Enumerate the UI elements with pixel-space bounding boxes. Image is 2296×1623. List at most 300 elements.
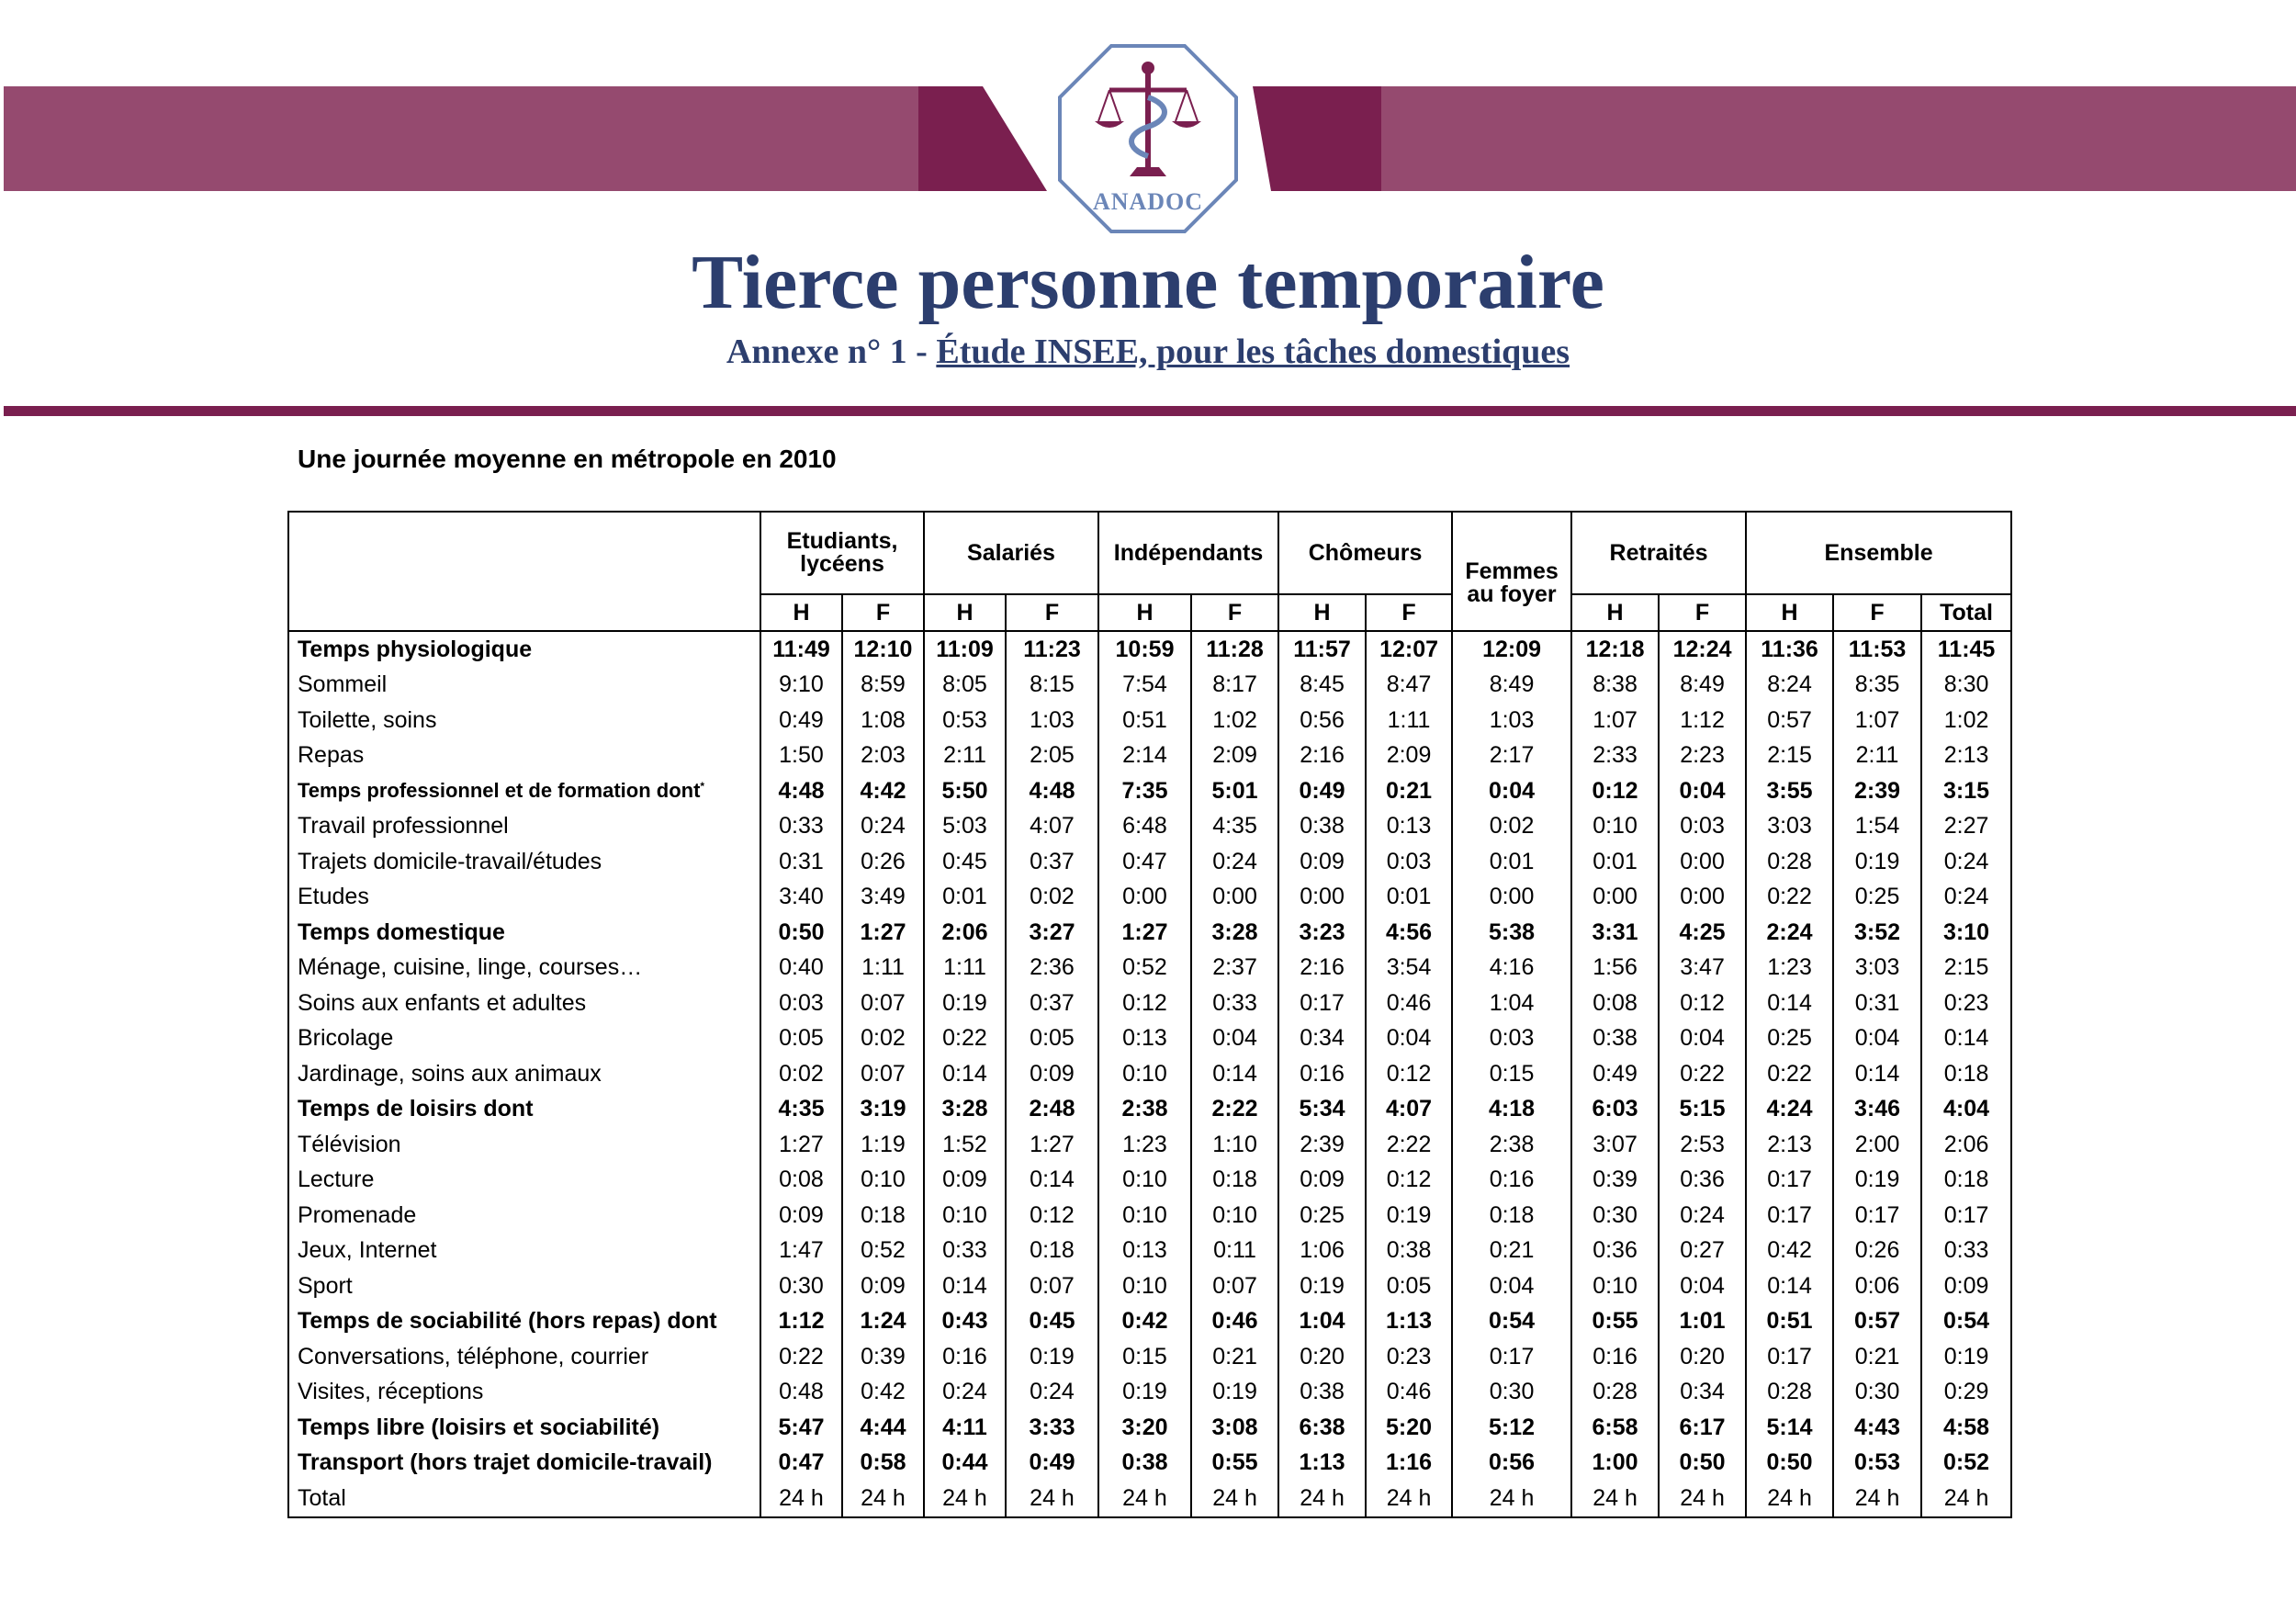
table-cell: 0:02 — [1006, 880, 1098, 916]
table-cell: 3:46 — [1833, 1092, 1921, 1128]
table-cell: 0:04 — [1659, 1268, 1746, 1304]
table-cell: 0:10 — [1571, 1268, 1659, 1304]
table-cell: 0:49 — [760, 703, 842, 738]
table-cell: 0:01 — [1571, 844, 1659, 880]
table-cell: 2:00 — [1833, 1127, 1921, 1163]
table-row — [288, 1339, 2011, 1375]
table-cell: 8:47 — [1366, 668, 1452, 704]
table-cell: 0:15 — [1452, 1056, 1571, 1092]
row-label: Temps de sociabilité (hors repas) dont — [288, 1304, 760, 1340]
table-row — [288, 1127, 2011, 1163]
table-cell: 12:09 — [1452, 631, 1571, 668]
table-cell: 0:10 — [1571, 809, 1659, 845]
table-cell: 0:22 — [1746, 1056, 1833, 1092]
row-label: Soins aux enfants et adultes — [288, 986, 760, 1021]
table-cell: 0:02 — [760, 1056, 842, 1092]
col-sub-header: F — [1191, 594, 1278, 631]
table-cell: 11:23 — [1006, 631, 1098, 668]
table-cell: 0:42 — [842, 1375, 924, 1411]
table-row — [288, 1163, 2011, 1199]
table-cell: 11:57 — [1278, 631, 1366, 668]
table-row — [288, 668, 2011, 704]
table-cell: 24 h — [1098, 1481, 1191, 1517]
table-cell: 0:19 — [1833, 844, 1921, 880]
time-use-table — [287, 511, 2012, 1518]
table-cell: 0:24 — [1659, 1198, 1746, 1234]
table-cell: 2:06 — [924, 915, 1006, 951]
table-cell: 12:18 — [1571, 631, 1659, 668]
table-cell: 0:22 — [760, 1339, 842, 1375]
table-cell: 5:14 — [1746, 1410, 1833, 1446]
table-cell: 24 h — [760, 1481, 842, 1517]
table-cell: 2:06 — [1921, 1127, 2011, 1163]
row-label: Temps professionnel et de formation dont* — [288, 773, 760, 809]
table-cell: 0:13 — [1098, 1234, 1191, 1269]
table-cell: 0:10 — [1191, 1198, 1278, 1234]
table-cell: 1:23 — [1098, 1127, 1191, 1163]
table-cell: 24 h — [1833, 1481, 1921, 1517]
table-cell: 4:48 — [1006, 773, 1098, 809]
table-cell: 0:37 — [1006, 986, 1098, 1021]
table-cell: 2:16 — [1278, 951, 1366, 986]
table-cell: 4:07 — [1006, 809, 1098, 845]
table-cell: 2:38 — [1098, 1092, 1191, 1128]
table-cell: 0:38 — [1366, 1234, 1452, 1269]
table-cell: 1:23 — [1746, 951, 1833, 986]
table-cell: 0:04 — [1659, 773, 1746, 809]
header-banner-right — [1322, 86, 2296, 191]
table-cell: 2:22 — [1191, 1092, 1278, 1128]
table-cell: 24 h — [1659, 1481, 1746, 1517]
table-cell: 3:33 — [1006, 1410, 1098, 1446]
table-cell: 0:45 — [1006, 1304, 1098, 1340]
col-sub-header: F — [1833, 594, 1921, 631]
table-cell: 0:51 — [1746, 1304, 1833, 1340]
table-cell: 4:48 — [760, 773, 842, 809]
table-cell: 0:14 — [1191, 1056, 1278, 1092]
table-cell: 0:22 — [924, 1021, 1006, 1057]
table-cell: 0:19 — [924, 986, 1006, 1021]
table-cell: 2:14 — [1098, 738, 1191, 774]
table-cell: 8:45 — [1278, 668, 1366, 704]
table-cell: 1:03 — [1452, 703, 1571, 738]
header-divider — [4, 406, 2296, 416]
table-cell: 0:56 — [1278, 703, 1366, 738]
table-cell: 0:38 — [1571, 1021, 1659, 1057]
table-cell: 1:12 — [1659, 703, 1746, 738]
table-cell: 0:50 — [760, 915, 842, 951]
logo-text: ANADOC — [1092, 188, 1204, 215]
table-cell: 8:38 — [1571, 668, 1659, 704]
table-cell: 3:49 — [842, 880, 924, 916]
table-row — [288, 915, 2011, 951]
table-cell: 0:22 — [1746, 880, 1833, 916]
table-cell: 0:18 — [1452, 1198, 1571, 1234]
col-group-femmes-au-foyer: Femmes au foyer — [1452, 512, 1571, 631]
subtitle-prefix: Annexe n° 1 - — [726, 332, 937, 371]
insee-study-link[interactable]: Étude INSEE, pour les tâches domestiques — [936, 332, 1570, 371]
table-cell: 0:00 — [1659, 844, 1746, 880]
table-cell: 1:27 — [1006, 1127, 1098, 1163]
table-cell: 0:10 — [1098, 1268, 1191, 1304]
table-cell: 0:19 — [1921, 1339, 2011, 1375]
table-cell: 0:55 — [1571, 1304, 1659, 1340]
table-cell: 3:08 — [1191, 1410, 1278, 1446]
table-cell: 3:07 — [1571, 1127, 1659, 1163]
col-sub-header: H — [1098, 594, 1191, 631]
table-cell: 1:27 — [842, 915, 924, 951]
table-cell: 0:43 — [924, 1304, 1006, 1340]
table-cell: 8:49 — [1659, 668, 1746, 704]
table-cell: 0:34 — [1659, 1375, 1746, 1411]
table-cell: 3:47 — [1659, 951, 1746, 986]
row-label: Toilette, soins — [288, 703, 760, 738]
table-cell: 0:33 — [1921, 1234, 2011, 1269]
table-cell: 0:09 — [760, 1198, 842, 1234]
table-cell: 0:07 — [1006, 1268, 1098, 1304]
table-cell: 0:02 — [842, 1021, 924, 1057]
table-cell: 11:49 — [760, 631, 842, 668]
table-cell: 0:53 — [1833, 1446, 1921, 1482]
table-cell: 0:10 — [924, 1198, 1006, 1234]
table-cell: 0:04 — [1833, 1021, 1921, 1057]
table-cell: 8:59 — [842, 668, 924, 704]
table-cell: 5:20 — [1366, 1410, 1452, 1446]
table-cell: 24 h — [1278, 1481, 1366, 1517]
table-cell: 0:15 — [1098, 1339, 1191, 1375]
table-cell: 0:56 — [1452, 1446, 1571, 1482]
table-cell: 0:10 — [1098, 1163, 1191, 1199]
table-cell: 0:04 — [1659, 1021, 1746, 1057]
table-cell: 4:25 — [1659, 915, 1746, 951]
table-cell: 0:49 — [1006, 1446, 1098, 1482]
table-cell: 3:27 — [1006, 915, 1098, 951]
table-cell: 12:07 — [1366, 631, 1452, 668]
table-row — [288, 738, 2011, 774]
table-cell: 1:07 — [1833, 703, 1921, 738]
row-label: Trajets domicile-travail/études — [288, 844, 760, 880]
table-cell: 3:19 — [842, 1092, 924, 1128]
table-cell: 0:31 — [1833, 986, 1921, 1021]
table-cell: 4:42 — [842, 773, 924, 809]
table-cell: 8:35 — [1833, 668, 1921, 704]
col-sub-header: F — [842, 594, 924, 631]
table-cell: 0:00 — [1191, 880, 1278, 916]
table-cell: 0:19 — [1278, 1268, 1366, 1304]
col-sub-header: H — [924, 594, 1006, 631]
table-cell: 4:35 — [1191, 809, 1278, 845]
table-cell: 0:14 — [1746, 986, 1833, 1021]
col-group-chomeurs: Chômeurs — [1278, 512, 1452, 594]
table-cell: 1:24 — [842, 1304, 924, 1340]
table-cell: 2:38 — [1452, 1127, 1571, 1163]
table-cell: 0:39 — [1571, 1163, 1659, 1199]
table-cell: 4:58 — [1921, 1410, 2011, 1446]
table-cell: 0:29 — [1921, 1375, 2011, 1411]
table-cell: 2:33 — [1571, 738, 1659, 774]
table-cell: 0:14 — [1833, 1056, 1921, 1092]
table-cell: 24 h — [1746, 1481, 1833, 1517]
table-cell: 1:08 — [842, 703, 924, 738]
table-cell: 7:35 — [1098, 773, 1191, 809]
table-cell: 5:50 — [924, 773, 1006, 809]
table-cell: 0:14 — [1006, 1163, 1098, 1199]
table-cell: 6:58 — [1571, 1410, 1659, 1446]
table-cell: 0:17 — [1452, 1339, 1571, 1375]
table-cell: 0:17 — [1278, 986, 1366, 1021]
table-cell: 8:49 — [1452, 668, 1571, 704]
page-title: Tierce personne temporaire — [692, 240, 1604, 325]
table-cell: 0:25 — [1746, 1021, 1833, 1057]
table-cell: 0:19 — [1833, 1163, 1921, 1199]
table-cell: 0:57 — [1833, 1304, 1921, 1340]
table-cell: 4:11 — [924, 1410, 1006, 1446]
table-cell: 2:27 — [1921, 809, 2011, 845]
row-label: Visites, réceptions — [288, 1375, 760, 1411]
table-cell: 0:05 — [1366, 1268, 1452, 1304]
table-cell: 0:09 — [1278, 844, 1366, 880]
table-cell: 0:12 — [1659, 986, 1746, 1021]
table-cell: 0:12 — [1571, 773, 1659, 809]
col-sub-header: Total — [1921, 594, 2011, 631]
col-group-etudiants: Etudiants, lycéens — [760, 512, 924, 594]
table-cell: 0:17 — [1833, 1198, 1921, 1234]
table-body — [288, 631, 2011, 1517]
table-cell: 3:54 — [1366, 951, 1452, 986]
table-cell: 0:14 — [1921, 1021, 2011, 1057]
table-cell: 0:10 — [1098, 1056, 1191, 1092]
table-cell: 0:20 — [1278, 1339, 1366, 1375]
table-cell: 0:06 — [1833, 1268, 1921, 1304]
row-label: Lecture — [288, 1163, 760, 1199]
table-cell: 2:17 — [1452, 738, 1571, 774]
table-cell: 0:10 — [842, 1163, 924, 1199]
table-cell: 3:31 — [1571, 915, 1659, 951]
table-cell: 0:47 — [760, 1446, 842, 1482]
table-cell: 0:19 — [1006, 1339, 1098, 1375]
col-sub-header: F — [1366, 594, 1452, 631]
col-sub-header: H — [1278, 594, 1366, 631]
table-cell: 0:58 — [842, 1446, 924, 1482]
row-label: Télévision — [288, 1127, 760, 1163]
row-label: Conversations, téléphone, courrier — [288, 1339, 760, 1375]
table-row — [288, 1056, 2011, 1092]
table-cell: 0:17 — [1921, 1198, 2011, 1234]
col-group-salaries: Salariés — [924, 512, 1098, 594]
table-cell: 5:34 — [1278, 1092, 1366, 1128]
row-label: Sport — [288, 1268, 760, 1304]
table-cell: 0:23 — [1366, 1339, 1452, 1375]
table-cell: 0:01 — [1452, 844, 1571, 880]
table-cell: 0:24 — [1191, 844, 1278, 880]
table-cell: 0:19 — [1098, 1375, 1191, 1411]
table-cell: 0:38 — [1098, 1446, 1191, 1482]
table-cell: 0:24 — [1006, 1375, 1098, 1411]
table-cell: 0:31 — [760, 844, 842, 880]
table-cell: 0:04 — [1452, 1268, 1571, 1304]
table-cell: 0:12 — [1366, 1056, 1452, 1092]
col-sub-header: F — [1006, 594, 1098, 631]
table-cell: 4:56 — [1366, 915, 1452, 951]
table-cell: 0:34 — [1278, 1021, 1366, 1057]
table-cell: 0:50 — [1746, 1446, 1833, 1482]
table-cell: 0:42 — [1098, 1304, 1191, 1340]
table-cell: 0:51 — [1098, 703, 1191, 738]
table-cell: 2:24 — [1746, 915, 1833, 951]
table-cell: 0:33 — [924, 1234, 1006, 1269]
table-cell: 3:28 — [924, 1092, 1006, 1128]
row-label: Promenade — [288, 1198, 760, 1234]
table-cell: 2:48 — [1006, 1092, 1098, 1128]
table-cell: 0:18 — [1921, 1163, 2011, 1199]
table-row — [288, 1268, 2011, 1304]
row-label: Jeux, Internet — [288, 1234, 760, 1269]
table-cell: 0:38 — [1278, 809, 1366, 845]
table-cell: 0:25 — [1278, 1198, 1366, 1234]
table-cell: 0:37 — [1006, 844, 1098, 880]
table-cell: 0:01 — [1366, 880, 1452, 916]
table-row — [288, 809, 2011, 845]
table-row — [288, 703, 2011, 738]
table-cell: 11:28 — [1191, 631, 1278, 668]
table-cell: 8:17 — [1191, 668, 1278, 704]
table-cell: 0:52 — [1921, 1446, 2011, 1482]
table-cell: 1:07 — [1571, 703, 1659, 738]
table-cell: 0:19 — [1366, 1198, 1452, 1234]
table-cell: 0:48 — [760, 1375, 842, 1411]
table-cell: 3:15 — [1921, 773, 2011, 809]
table-cell: 5:01 — [1191, 773, 1278, 809]
table-cell: 0:24 — [1921, 880, 2011, 916]
table-cell: 1:27 — [760, 1127, 842, 1163]
table-cell: 0:33 — [760, 809, 842, 845]
table-cell: 0:03 — [760, 986, 842, 1021]
table-cell: 0:54 — [1921, 1304, 2011, 1340]
table-cell: 0:13 — [1366, 809, 1452, 845]
table-cell: 8:24 — [1746, 668, 1833, 704]
table-cell: 12:10 — [842, 631, 924, 668]
table-cell: 3:55 — [1746, 773, 1833, 809]
row-label: Temps libre (loisirs et sociabilité) — [288, 1410, 760, 1446]
table-cell: 3:03 — [1833, 951, 1921, 986]
table-cell: 0:09 — [1921, 1268, 2011, 1304]
table-cell: 6:03 — [1571, 1092, 1659, 1128]
row-label: Travail professionnel — [288, 809, 760, 845]
table-cell: 4:18 — [1452, 1092, 1571, 1128]
table-cell: 0:12 — [1098, 986, 1191, 1021]
table-row — [288, 880, 2011, 916]
table-row — [288, 844, 2011, 880]
table-cell: 0:54 — [1452, 1304, 1571, 1340]
table-cell: 0:53 — [924, 703, 1006, 738]
table-cell: 0:30 — [760, 1268, 842, 1304]
table-cell: 4:04 — [1921, 1092, 2011, 1128]
table-cell: 0:07 — [842, 1056, 924, 1092]
table-cell: 11:09 — [924, 631, 1006, 668]
table-row — [288, 986, 2011, 1021]
table-cell: 0:09 — [842, 1268, 924, 1304]
row-label: Jardinage, soins aux animaux — [288, 1056, 760, 1092]
table-cell: 2:09 — [1366, 738, 1452, 774]
table-row — [288, 951, 2011, 986]
table-cell: 0:03 — [1659, 809, 1746, 845]
table-cell: 0:52 — [842, 1234, 924, 1269]
table-row — [288, 1481, 2011, 1517]
table-cell: 11:45 — [1921, 631, 2011, 668]
table-cell: 0:30 — [1452, 1375, 1571, 1411]
table-cell: 1:27 — [1098, 915, 1191, 951]
table-cell: 8:05 — [924, 668, 1006, 704]
row-label: Repas — [288, 738, 760, 774]
table-cell: 4:24 — [1746, 1092, 1833, 1128]
table-cell: 0:16 — [1452, 1163, 1571, 1199]
table-cell: 0:49 — [1278, 773, 1366, 809]
table-cell: 0:25 — [1833, 880, 1921, 916]
table-cell: 0:17 — [1746, 1163, 1833, 1199]
table-cell: 0:18 — [1006, 1234, 1098, 1269]
col-sub-header: F — [1659, 594, 1746, 631]
table-cell: 1:03 — [1006, 703, 1098, 738]
table-cell: 1:13 — [1278, 1446, 1366, 1482]
table-cell: 1:11 — [924, 951, 1006, 986]
table-cell: 0:12 — [1366, 1163, 1452, 1199]
table-cell: 3:03 — [1746, 809, 1833, 845]
table-cell: 24 h — [1366, 1481, 1452, 1517]
table-cell: 0:21 — [1191, 1339, 1278, 1375]
col-sub-header: H — [760, 594, 842, 631]
table-cell: 4:16 — [1452, 951, 1571, 986]
table-cell: 0:11 — [1191, 1234, 1278, 1269]
table-cell: 2:03 — [842, 738, 924, 774]
table-cell: 0:24 — [842, 809, 924, 845]
table-cell: 0:09 — [1278, 1163, 1366, 1199]
table-cell: 24 h — [842, 1481, 924, 1517]
table-cell: 0:55 — [1191, 1446, 1278, 1482]
table-cell: 0:16 — [924, 1339, 1006, 1375]
table-cell: 1:56 — [1571, 951, 1659, 986]
table-cell: 2:11 — [1833, 738, 1921, 774]
table-cell: 24 h — [1006, 1481, 1098, 1517]
table-cell: 1:54 — [1833, 809, 1921, 845]
table-cell: 1:13 — [1366, 1304, 1452, 1340]
table-cell: 8:15 — [1006, 668, 1098, 704]
table-cell: 0:18 — [1191, 1163, 1278, 1199]
table-row — [288, 773, 2011, 809]
table-cell: 9:10 — [760, 668, 842, 704]
table-cell: 2:11 — [924, 738, 1006, 774]
table-cell: 1:52 — [924, 1127, 1006, 1163]
table-cell: 0:04 — [1452, 773, 1571, 809]
table-cell: 2:16 — [1278, 738, 1366, 774]
table-cell: 6:38 — [1278, 1410, 1366, 1446]
table-cell: 0:12 — [1006, 1198, 1098, 1234]
table-cell: 0:14 — [924, 1056, 1006, 1092]
table-row — [288, 1021, 2011, 1057]
table-cell: 3:20 — [1098, 1410, 1191, 1446]
table-row — [288, 631, 2011, 668]
table-cell: 0:44 — [924, 1446, 1006, 1482]
table-cell: 0:17 — [1746, 1339, 1833, 1375]
table-cell: 6:17 — [1659, 1410, 1746, 1446]
table-cell: 1:12 — [760, 1304, 842, 1340]
table-cell: 24 h — [1921, 1481, 2011, 1517]
table-cell: 0:46 — [1191, 1304, 1278, 1340]
table-cell: 1:04 — [1278, 1304, 1366, 1340]
table-cell: 4:07 — [1366, 1092, 1452, 1128]
table-cell: 0:42 — [1746, 1234, 1833, 1269]
table-cell: 0:04 — [1191, 1021, 1278, 1057]
table-cell: 5:12 — [1452, 1410, 1571, 1446]
